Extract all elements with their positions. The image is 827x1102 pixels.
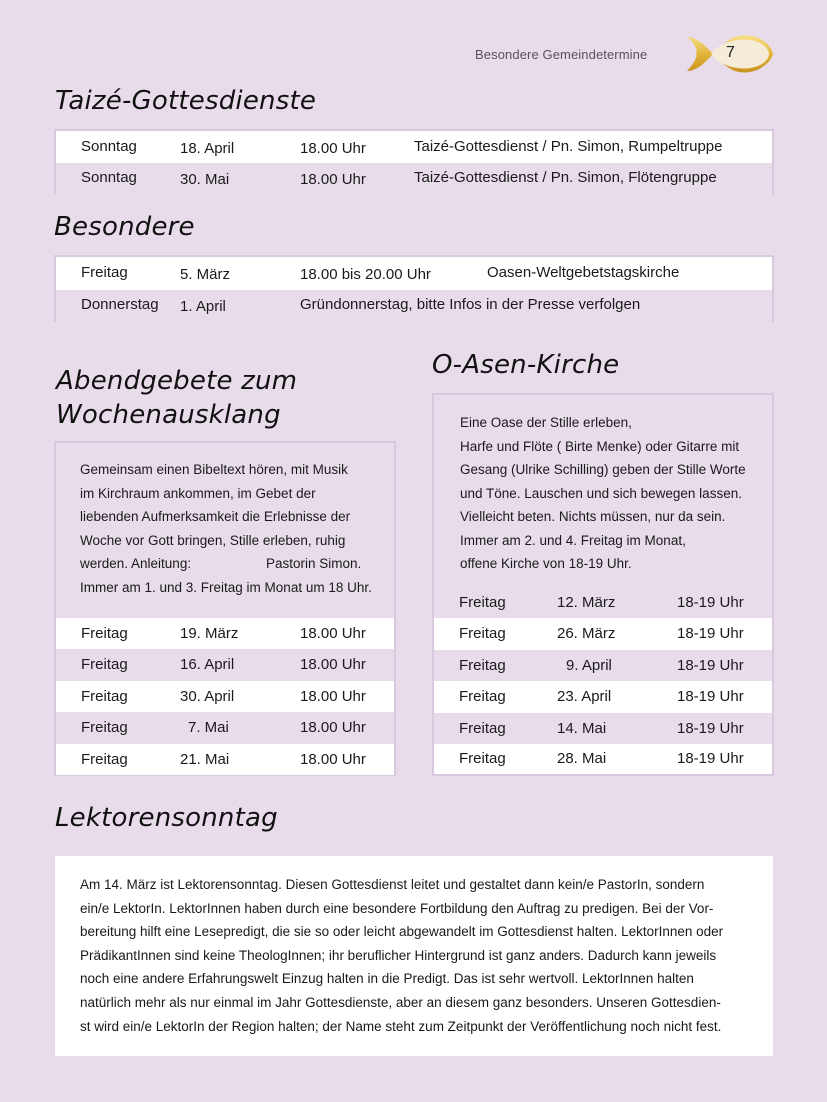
besondere-heading: Besondere	[54, 212, 195, 242]
running-header-title: Besondere Gemeindetermine	[475, 47, 648, 62]
text-line: ein/e LektorIn. LektorInnen haben durch eine besondere Fortbildung den Auftrag zu predigen. Bei der Vor-	[80, 900, 714, 916]
day-cell: Freitag	[459, 720, 506, 737]
table-row	[434, 618, 772, 650]
text-line: Immer am 2. und 4. Freitag im Monat,	[460, 532, 686, 548]
text-line: Gesang (Ulrike Schilling) geben der Stille Worte	[460, 462, 746, 477]
day-cell: Freitag	[81, 625, 128, 642]
date-cell: 30. Mai	[180, 171, 230, 188]
table-row	[56, 163, 772, 195]
day-cell: Freitag	[81, 751, 128, 768]
table-row	[56, 257, 772, 290]
time-cell: 18.00 bis 20.00 Uhr	[300, 266, 431, 283]
date-cell: 21. Mai	[180, 751, 230, 768]
abend-text	[80, 458, 372, 599]
oasen-heading: O-Asen-Kirche	[432, 350, 620, 380]
date-cell: 16. April	[180, 656, 235, 673]
date-cell: 23. April	[557, 688, 612, 705]
text-line: Harfe und Flöte ( Birte Menke) oder Gitarre mit	[460, 438, 740, 454]
table-row	[56, 290, 772, 322]
table-row	[434, 713, 772, 744]
day-cell: Freitag	[459, 594, 506, 611]
date-cell: 9. April	[566, 657, 612, 674]
text-line: Gemeinsam einen Bibeltext hören, mit Musik	[80, 462, 348, 477]
date-cell: 5. März	[180, 266, 231, 283]
taize-table	[54, 129, 774, 195]
table-row	[56, 744, 394, 775]
time-cell: 18-19 Uhr	[677, 625, 744, 642]
page-number: 7	[726, 44, 735, 61]
text-line: Immer am 1. und 3. Freitag im Monat um 18 Uhr.	[80, 579, 372, 595]
date-cell: 12. März	[557, 594, 616, 611]
day-cell: Freitag	[459, 688, 506, 705]
date-cell: 26. März	[557, 625, 616, 642]
date-cell: 14. Mai	[557, 720, 607, 737]
table-row	[56, 712, 394, 744]
day-cell: Freitag	[459, 750, 506, 767]
text-line: Woche vor Gott bringen, Stille erleben, ruhig	[80, 532, 346, 548]
time-cell: 18.00 Uhr	[300, 625, 366, 642]
text-line: Vielleicht beten. Nichts müssen, nur da sein.	[460, 509, 726, 524]
text-line: offene Kirche von 18-19 Uhr.	[460, 556, 632, 571]
text-line: liebenden Aufmerksamkeit die Erlebnisse der	[80, 509, 351, 524]
time-cell: 18.00 Uhr	[300, 171, 366, 188]
description-cell: Taizé-Gottesdienst / Pn. Simon, Flötengruppe	[414, 169, 717, 186]
time-cell: 18.00 Uhr	[300, 688, 366, 705]
table-row	[56, 131, 772, 163]
text-line: im Kirchraum ankommen, im Gebet der	[80, 485, 316, 501]
date-cell: 1. April	[180, 298, 226, 315]
date-cell: 18. April	[180, 140, 235, 157]
text-line: und Töne. Lauschen und sich bewegen lassen.	[460, 485, 742, 501]
time-cell: 18.00 Uhr	[300, 751, 366, 768]
abend-heading-line2: Wochenausklang	[56, 400, 281, 430]
abend-box	[54, 441, 396, 776]
anleitung-label: werden. Anleitung:	[80, 556, 192, 571]
table-row	[56, 649, 394, 681]
lektoren-text	[80, 873, 723, 1038]
text-line: st wird ein/e LektorIn der Region halten; der Name steht zum Zeitpunkt der Veröffentlichung noch nicht fest.	[80, 1018, 722, 1034]
day-cell: Freitag	[459, 625, 506, 642]
table-row	[434, 744, 772, 774]
time-cell: 18-19 Uhr	[677, 720, 744, 737]
besondere-table	[54, 255, 774, 322]
text-line: PrädikantInnen sind keine TheologInnen; ihr beruflicher Hintergrund ist ganz anders. Dadurch kann jeweils	[80, 947, 717, 963]
day-cell: Sonntag	[81, 138, 137, 155]
abend-heading-line1: Abendgebete zum	[56, 366, 298, 396]
table-row	[434, 587, 772, 618]
lektoren-box	[55, 856, 773, 1056]
table-row	[56, 681, 394, 712]
date-cell: 30. April	[180, 688, 235, 705]
time-cell: 18-19 Uhr	[677, 750, 744, 767]
day-cell: Freitag	[459, 657, 506, 674]
text-line: noch eine andere Erfahrungswelt Einzug halten in die Predigt. Das ist sehr wertvoll. LektorInnen halten	[80, 971, 694, 987]
text-line: natürlich mehr als nur einmal im Jahr Gottesdienste, aber an diesem ganz besonders. Unseren Gottesdien-	[80, 994, 721, 1010]
table-row	[434, 650, 772, 681]
oasen-text	[460, 411, 746, 576]
day-cell: Sonntag	[81, 169, 137, 186]
time-cell: 18-19 Uhr	[677, 688, 744, 705]
table-row	[434, 681, 772, 713]
date-cell: 28. Mai	[557, 750, 607, 767]
table-row	[56, 618, 394, 649]
oasen-box	[432, 393, 774, 776]
time-cell: 18.00 Uhr	[300, 719, 366, 736]
date-cell: 19. März	[180, 625, 239, 642]
anleitung-name: Pastorin Simon.	[266, 556, 362, 571]
day-cell: Freitag	[81, 264, 128, 281]
text-line: bereitung hilft eine Lesepredigt, die sie so oder leicht abgewandelt im Gottesdienst halten. LektorInnen oder	[80, 924, 724, 940]
lektoren-heading: Lektorensonntag	[55, 803, 278, 833]
text-line: Am 14. März ist Lektorensonntag. Diesen Gottesdienst leitet und gestaltet dann kein/e PastorIn, sondern	[80, 877, 705, 892]
text-line: Eine Oase der Stille erleben,	[460, 415, 632, 430]
description-cell: Oasen-Weltgebetstagskirche	[487, 264, 680, 281]
day-cell: Freitag	[81, 656, 128, 673]
day-cell: Freitag	[81, 719, 128, 736]
text-line	[80, 552, 372, 576]
time-cell: 18.00 Uhr	[300, 656, 366, 673]
date-cell: 7. Mai	[188, 719, 229, 736]
description-cell: Gründonnerstag, bitte Infos in der Presse verfolgen	[300, 296, 641, 313]
day-cell: Freitag	[81, 688, 128, 705]
time-cell: 18.00 Uhr	[300, 140, 366, 157]
time-cell: 18-19 Uhr	[677, 657, 744, 674]
day-cell: Donnerstag	[81, 296, 159, 313]
description-cell: Taizé-Gottesdienst / Pn. Simon, Rumpeltruppe	[414, 138, 723, 155]
time-cell: 18-19 Uhr	[677, 594, 744, 611]
taize-heading: Taizé-Gottesdienste	[55, 86, 317, 116]
